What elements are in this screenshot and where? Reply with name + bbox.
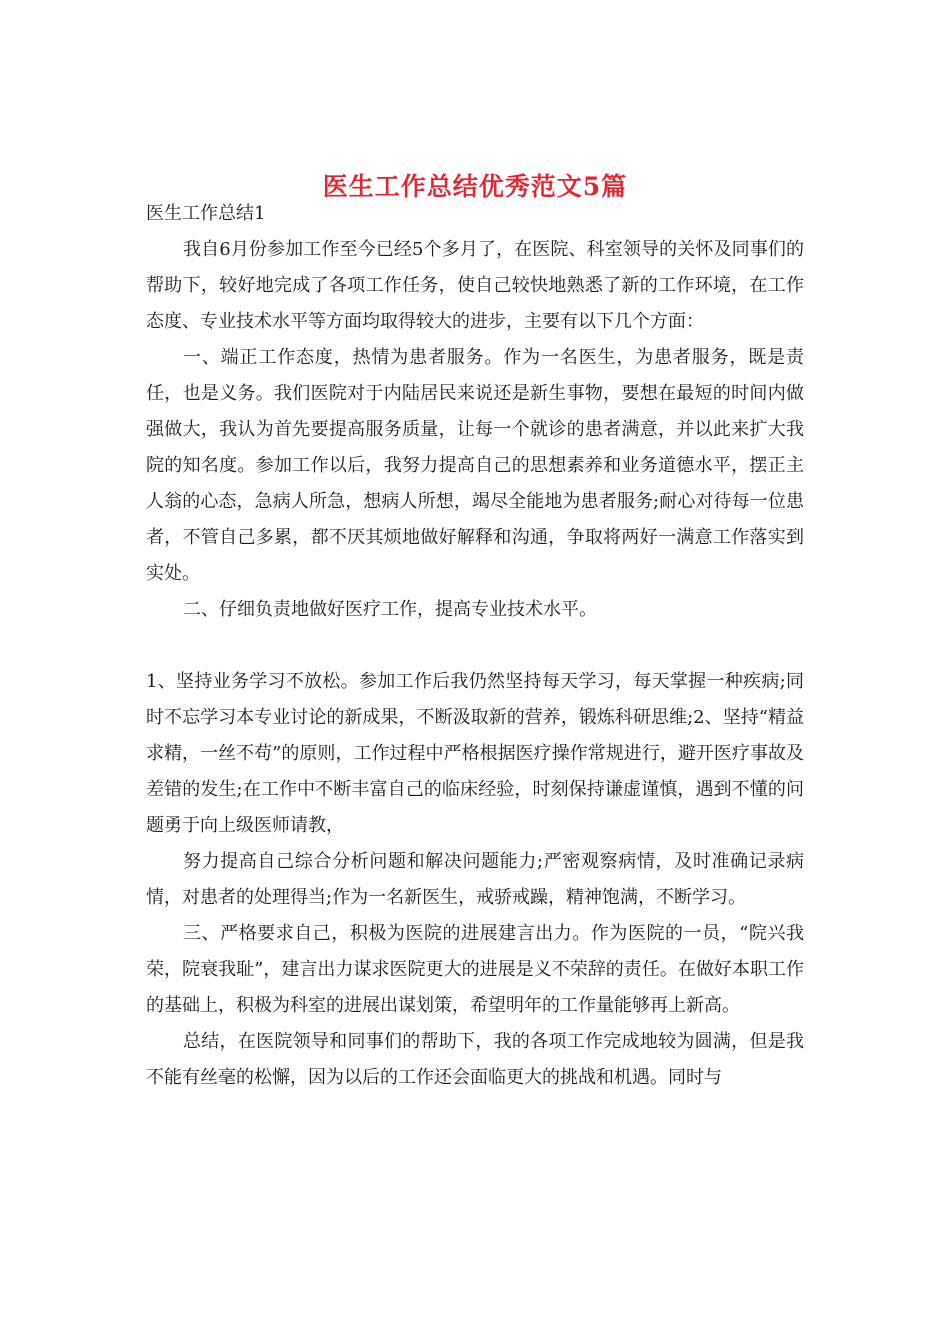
paragraph-analysis: 努力提高自己综合分析问题和解决问题能力;严密观察病情，及时准确记录病情，对患者的处理得当;作为一名新医生，戒骄戒躁，精神饱满，不断学习。 (146, 851, 804, 908)
paragraph-self-discipline: 三、严格要求自己，积极为医院的进展建言出力。作为医院的一员，“院兴我荣，院衰我耻”，建言出力谋求医院更大的进展是义不荣辞的责任。在做好本职工作的基础上，积极为科室的进展出谋划策，希望明年的工作量能够再上新高。 (146, 923, 804, 1016)
section-heading: 医生工作总结1 (146, 203, 266, 224)
paragraph-intro: 我自6月份参加工作至今已经5个多月了，在医院、科室领导的关怀及同事们的帮助下，较好地完成了各项工作任务，使自己较快地熟悉了新的工作环境，在工作态度、专业技术水平等方面均取得较大的进步，主要有以下几个方面： (146, 239, 804, 332)
paragraph-attitude: 一、端正工作态度，热情为患者服务。作为一名医生，为患者服务，既是责任，也是义务。我们医院对于内陆居民来说还是新生事物，要想在最短的时间内做强做大，我认为首先要提高服务质量，让每一个就诊的患者满意，并以此来扩大我院的知名度。参加工作以后，我努力提高自己的思想素养和业务道德水平，摆正主人翁的心态，急病人所急，想病人所想，竭尽全能地为患者服务;耐心对待每一位患者，不管自己多累，都不厌其烦地做好解释和沟通，争取将两好一满意工作落实到实处。 (146, 347, 804, 584)
paragraph-medical-work-heading: 二、仔细负责地做好医疗工作，提高专业技术水平。 (183, 599, 597, 620)
document-title: 医生工作总结优秀范文5篇 (322, 171, 628, 201)
document-body (146, 196, 804, 1096)
paragraph-study: 1、坚持业务学习不放松。参加工作后我仍然坚持每天学习，每天掌握一种疾病;同时不忘学习本专业讨论的新成果，不断汲取新的营养，锻炼科研思维;2、坚持“精益求精，一丝不苟”的原则，工作过程中严格根据医疗操作常规进行，避开医疗事故及差错的发生;在工作中不断丰富自己的临床经验，时刻保持谦虚谨慎，遇到不懂的问题勇于向上级医师请教， (146, 671, 804, 836)
paragraph-summary: 总结，在医院领导和同事们的帮助下，我的各项工作完成地较为圆满，但是我不能有丝毫的松懈，因为以后的工作还会面临更大的挑战和机遇。同时与 (146, 1031, 804, 1088)
